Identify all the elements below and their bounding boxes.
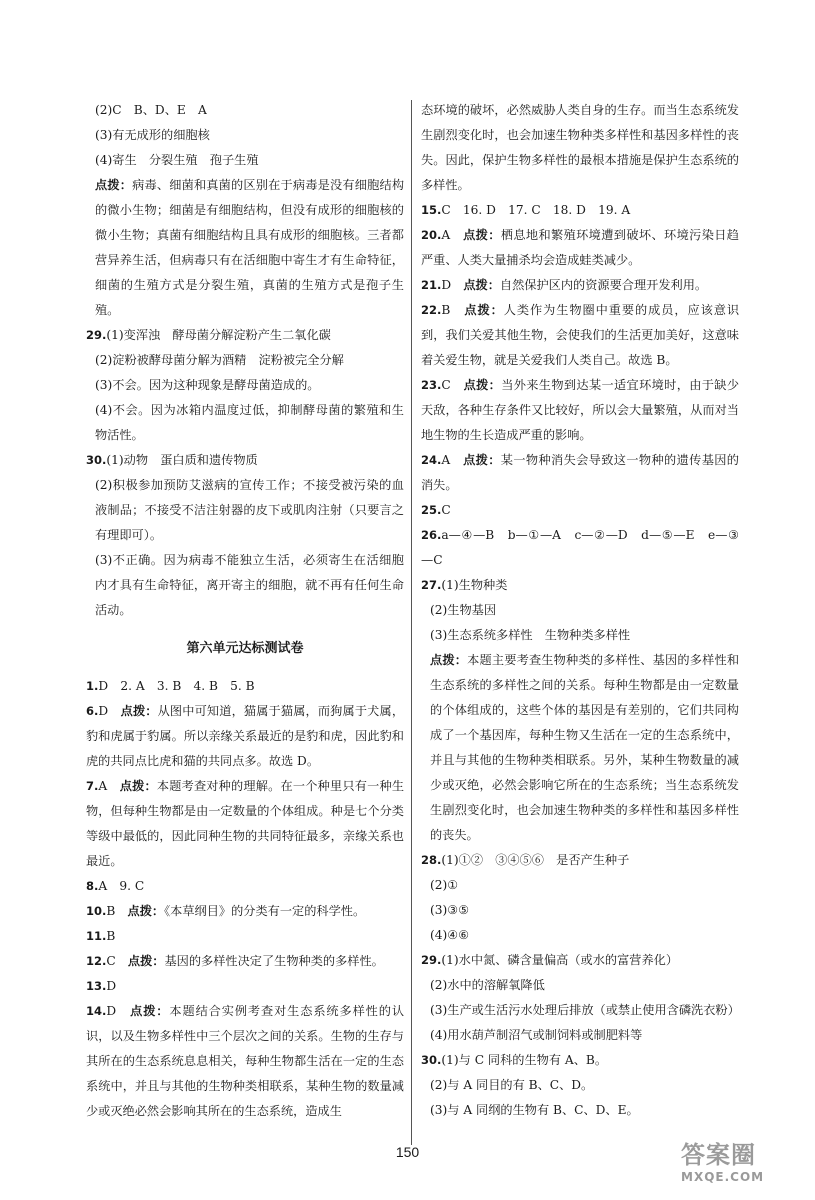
question-number: 10. bbox=[86, 904, 107, 918]
hint-text: 某一物种消失会导致这一物种的遗传基因的消失。 bbox=[421, 453, 739, 492]
question-number: 13. bbox=[86, 979, 107, 993]
answer-subitem: (2)C B、D、E A bbox=[95, 103, 207, 117]
answer-item bbox=[86, 874, 404, 899]
question-number: 21. bbox=[421, 278, 442, 292]
answer-subitem: (2)淀粉被酵母菌分解为酒精 淀粉被完全分解 bbox=[95, 353, 344, 367]
hint-keyword: 点拨： bbox=[430, 653, 468, 667]
answer-text: (1)变浑浊 酵母菌分解淀粉产生二氧化碳 bbox=[106, 328, 331, 342]
hint-text: 当外来生物到达某一适宜环境时，由于缺少天敌，各种生存条件又比较好，所以会大量繁殖，从而对当地生物的生长造成严重的影响。 bbox=[421, 378, 740, 442]
right-column bbox=[421, 98, 739, 1123]
hint-text: 本题主要考查生物种类的多样性、基因的多样性和生态系统的多样性之间的关系。每种生物都是由一定数量的个体组成的，这些个体的基因是有差别的，它们共同构成了一个基因库，每种生物又生活在一定的生态系统中，并且与其他的生物种类相联系。另外，某种生物数量的减少或灭绝，必然会影响它所在的生态系统；当生态系统发生剧烈变化时，也会加速生物种类的多样性和基因多样性的丧失。 bbox=[430, 653, 740, 842]
question-number: 29. bbox=[86, 328, 107, 342]
hint-keyword: 点拨： bbox=[463, 278, 500, 292]
answer-item bbox=[86, 674, 404, 699]
question-number: 30. bbox=[421, 1053, 442, 1067]
answer-text: (1)水中氮、磷含量偏高（或水的富营养化） bbox=[441, 953, 679, 967]
answer-item bbox=[421, 848, 739, 873]
answer-text: D bbox=[441, 278, 464, 292]
answer-subitem: (2)① bbox=[430, 878, 459, 892]
question-number: 1. bbox=[86, 679, 99, 693]
question-number: 30. bbox=[86, 453, 107, 467]
hint-text: 本题考查对种的理解。在一个种里只有一种生物，但每种生物都是由一定数量的个体组成。种是七个分类等级中最低的，因此同种生物的共同特征最多，亲缘关系也最近。 bbox=[86, 779, 405, 868]
section-title: 第六单元达标测试卷 bbox=[186, 641, 304, 656]
answer-continuation: 态环境的破坏，必然威胁人类自身的生存。而当生态系统发生剧烈变化时，也会加速生物种类多样性和基因多样性的丧失。因此，保护生物多样性的最根本措施是保护生态系统的多样性。 bbox=[421, 103, 739, 192]
answer-text: (1)①② ③④⑤⑥ 是否产生种子 bbox=[441, 853, 630, 867]
answer-subitem: (3)有无成形的细胞核 bbox=[95, 128, 210, 142]
answer-item bbox=[86, 924, 404, 949]
answer-subitem: (3)与 A 同纲的生物有 B、C、D、E。 bbox=[430, 1103, 639, 1117]
column-divider bbox=[411, 100, 412, 1145]
hint-keyword: 点拨： bbox=[127, 904, 165, 918]
answer-item bbox=[421, 498, 739, 523]
hint-keyword: 点拨： bbox=[463, 228, 501, 242]
question-number: 12. bbox=[86, 954, 107, 968]
answer-text: C bbox=[106, 954, 128, 968]
answer-item bbox=[421, 298, 739, 373]
answer-item bbox=[86, 949, 404, 974]
question-number: 29. bbox=[421, 953, 442, 967]
answer-text: C 16. D 17. C 18. D 19. A bbox=[441, 203, 631, 217]
question-number: 25. bbox=[421, 503, 442, 517]
answer-text: A bbox=[98, 779, 120, 793]
answer-item bbox=[421, 373, 739, 448]
question-number: 14. bbox=[86, 1004, 107, 1018]
watermark-site-text: MXQE.COM bbox=[681, 1170, 765, 1184]
answer-item bbox=[86, 699, 404, 774]
hint-paragraph bbox=[421, 648, 739, 848]
watermark-logo bbox=[681, 1140, 791, 1188]
hint-paragraph bbox=[86, 173, 404, 323]
hint-text: 从图中可知道，猫属于猫属，而狗属于犬属，豹和虎属于豹属。所以亲缘关系最近的是豹和虎，因此豹和虎的共同点比虎和猫的共同点多。故选 D。 bbox=[86, 704, 405, 768]
question-number: 15. bbox=[421, 203, 442, 217]
hint-keyword: 点拨： bbox=[464, 303, 504, 317]
page-number: 150 bbox=[395, 1144, 420, 1160]
answer-text: (1)动物 蛋白质和遗传物质 bbox=[106, 453, 258, 467]
hint-keyword: 点拨： bbox=[463, 378, 502, 392]
hint-text: 病毒、细菌和真菌的区别在于病毒是没有细胞结构的微小生物；细菌是有细胞结构，但没有成形的细胞核的微小生物；真菌有细胞结构且具有成形的细胞核。三者都营异养生活，但病毒只有在活细胞中寄生才有生命特征，细菌的生殖方式是分裂生殖，真菌的生殖方式是孢子生殖。 bbox=[95, 178, 405, 317]
question-number: 20. bbox=[421, 228, 442, 242]
answer-item bbox=[86, 323, 404, 348]
answer-item bbox=[86, 899, 404, 924]
answer-subitem: (2)水中的溶解氧降低 bbox=[430, 978, 545, 992]
hint-text: 《本草纲目》的分类有一定的科学性。 bbox=[164, 904, 366, 918]
answer-item bbox=[421, 1048, 739, 1073]
hint-text: 自然保护区内的资源要合理开发利用。 bbox=[499, 278, 708, 292]
question-number: 28. bbox=[421, 853, 442, 867]
answer-item bbox=[421, 573, 739, 598]
answer-text: D 2. A 3. B 4. B 5. B bbox=[98, 679, 255, 693]
question-number: 23. bbox=[421, 378, 442, 392]
answer-text: A bbox=[441, 228, 464, 242]
answer-item bbox=[86, 999, 404, 1124]
answer-subitem: (3)不正确。因为病毒不能独立生活，必须寄生在活细胞内才具有生命特征，离开寄主的细胞，就不再有任何生命活动。 bbox=[95, 553, 404, 617]
answer-text: D bbox=[98, 704, 121, 718]
answer-item bbox=[421, 448, 739, 498]
hint-text: 基因的多样性决定了生物种类的多样性。 bbox=[164, 954, 384, 968]
answer-text: D bbox=[106, 1004, 131, 1018]
answer-subitem: (3)不会。因为这种现象是酵母菌造成的。 bbox=[95, 378, 320, 392]
question-number: 26. bbox=[421, 528, 442, 542]
answer-item bbox=[86, 774, 404, 874]
answer-text: a—④—B b—①—A c—②—D d—⑤—E e—③—C bbox=[421, 528, 739, 567]
answer-text: C bbox=[441, 503, 451, 517]
hint-keyword: 点拨： bbox=[95, 178, 133, 192]
question-number: 27. bbox=[421, 578, 442, 592]
answer-item bbox=[86, 448, 404, 473]
answer-item bbox=[421, 948, 739, 973]
answer-item bbox=[421, 198, 739, 223]
answer-subitem: (2)生物基因 bbox=[430, 603, 497, 617]
answer-item bbox=[421, 273, 739, 298]
answer-text: A 9. C bbox=[98, 879, 145, 893]
hint-keyword: 点拨： bbox=[127, 954, 165, 968]
hint-text: 本题结合实例考查对生态系统多样性的认识，以及生物多样性中三个层次之间的关系。生物的生存与其所在的生态系统息息相关，每种生物都生活在一定的生态系统中，并且与其他的生物种类相联系，某种生物的数量减少或灭绝必然会影响其所在的生态系统，造成生 bbox=[86, 1004, 405, 1118]
answer-subitem: (3)生产或生活污水处理后排放（或禁止使用含磷洗衣粉） bbox=[430, 1003, 740, 1017]
answer-subitem: (3)③⑤ bbox=[430, 903, 470, 917]
hint-keyword: 点拨： bbox=[119, 779, 157, 793]
hint-keyword: 点拨： bbox=[130, 1004, 170, 1018]
question-number: 24. bbox=[421, 453, 442, 467]
answer-text: B bbox=[106, 929, 116, 943]
answer-subitem: (3)生态系统多样性 生物种类多样性 bbox=[430, 628, 631, 642]
question-number: 22. bbox=[421, 303, 442, 317]
answer-text: B bbox=[106, 904, 128, 918]
answer-item bbox=[86, 974, 404, 999]
question-number: 6. bbox=[86, 704, 99, 718]
answer-item bbox=[421, 523, 739, 573]
question-number: 11. bbox=[86, 929, 107, 943]
hint-keyword: 点拨： bbox=[120, 704, 158, 718]
answer-subitem: (4)用水葫芦制沼气或制饲料或制肥料等 bbox=[430, 1028, 643, 1042]
answer-subitem: (4)不会。因为冰箱内温度过低，抑制酵母菌的繁殖和生物活性。 bbox=[95, 403, 404, 442]
answer-item bbox=[421, 223, 739, 273]
watermark-logo-text: 答案圈 bbox=[681, 1141, 756, 1169]
answer-text: (1)生物种类 bbox=[441, 578, 508, 592]
hint-text: 栖息地和繁殖环境遭到破坏、环境污染日趋严重、人类大量捕杀均会造成蛙类减少。 bbox=[421, 228, 739, 267]
answer-text: A bbox=[441, 453, 464, 467]
left-column bbox=[86, 98, 404, 1124]
answer-text: B bbox=[441, 303, 465, 317]
answer-subitem: (2)与 A 同目的有 B、C、D。 bbox=[430, 1078, 594, 1092]
answer-subitem: (4)④⑥ bbox=[430, 928, 470, 942]
hint-keyword: 点拨： bbox=[463, 453, 501, 467]
answer-subitem: (4)寄生 分裂生殖 孢子生殖 bbox=[95, 153, 259, 167]
answer-text: D bbox=[106, 979, 117, 993]
hint-text: 人类作为生物圈中重要的成员，应该意识到，我们关爱其他生物，会使我们的生活更加美好，这意味着关爱生物，就是关爱我们人类自己。故选 B。 bbox=[421, 303, 740, 367]
question-number: 7. bbox=[86, 779, 99, 793]
answer-subitem: (2)积极参加预防艾滋病的宣传工作；不接受被污染的血液制品；不接受不洁注射器的皮下或肌肉注射（只要言之有理即可）。 bbox=[95, 478, 404, 542]
answer-text: (1)与 C 同科的生物有 A、B。 bbox=[441, 1053, 608, 1067]
question-number: 8. bbox=[86, 879, 99, 893]
answer-text: C bbox=[441, 378, 464, 392]
